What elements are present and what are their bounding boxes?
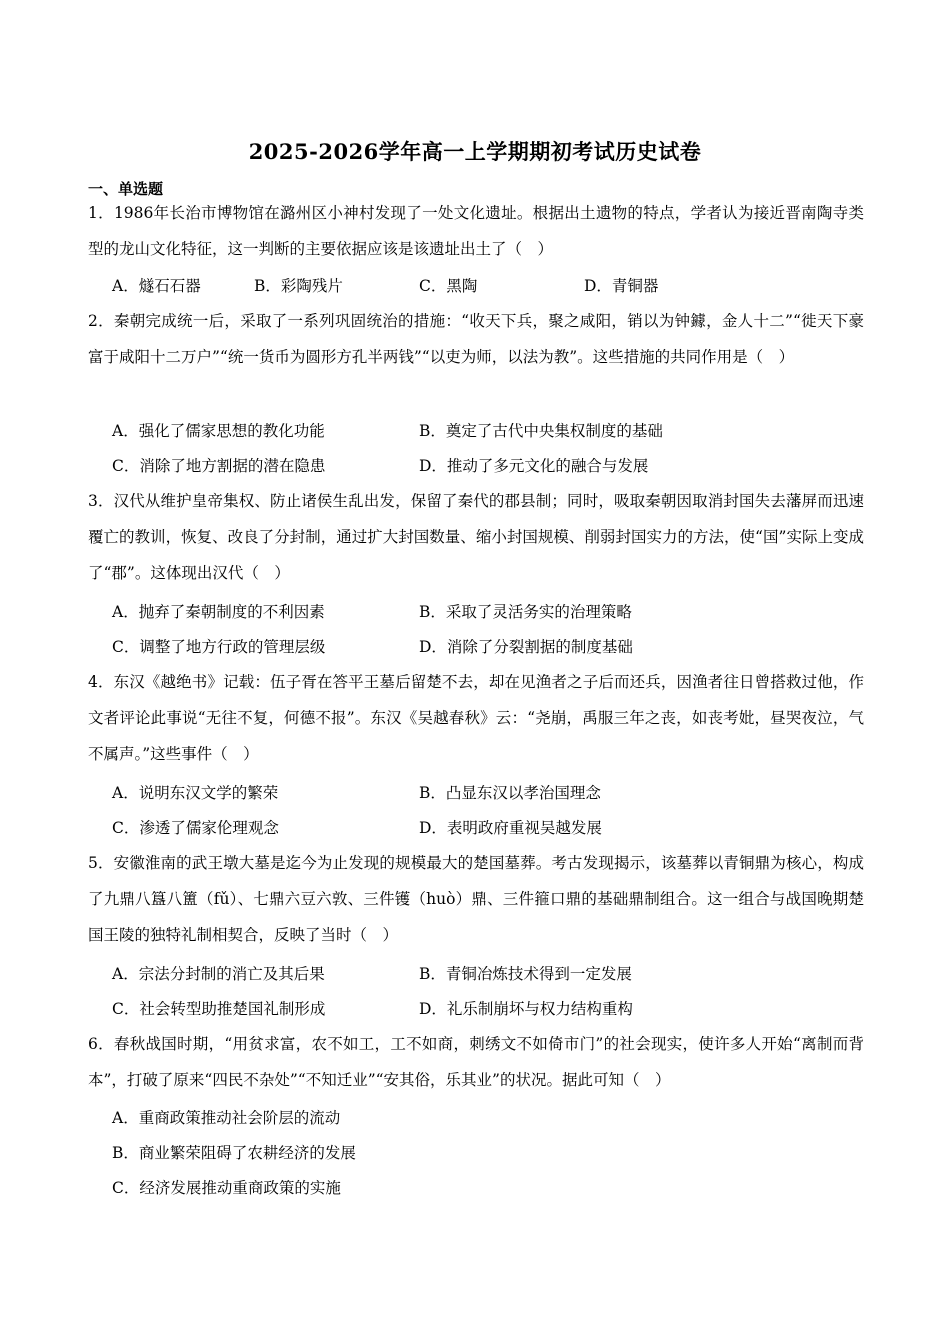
question-2-stem: 2．秦朝完成统一后，采取了一系列巩固统治的措施：“收天下兵，聚之咸阳，销以为钟鐻，金人十二”“徙天下豪富于咸阳十二万户”“统一货币为圆形方孔半两钱”“以吏为师，以法为教”。这些措施的共同作用是（ ） [88,312,864,366]
exam-title: 2025-2026学年高一上学期期初考试历史试卷 [248,139,702,164]
question-1-option-c[interactable]: C．黑陶 [419,277,478,295]
question-4-option-c[interactable]: C．渗透了儒家伦理观念 [112,819,279,837]
question-5-option-c[interactable]: C．社会转型助推楚国礼制形成 [112,1000,326,1018]
question-1-option-b[interactable]: B．彩陶残片 [254,277,343,295]
question-3-option-a[interactable]: A．抛弃了秦朝制度的不利因素 [112,603,325,621]
question-3-option-b[interactable]: B．采取了灵活务实的治理策略 [419,603,632,621]
question-6-option-b[interactable]: B．商业繁荣阻碍了农耕经济的发展 [112,1144,356,1162]
question-5-option-b[interactable]: B．青铜冶炼技术得到一定发展 [419,965,632,983]
question-3-option-d[interactable]: D．消除了分裂割据的制度基础 [419,638,633,656]
question-2-option-d[interactable]: D．推动了多元文化的融合与发展 [419,457,649,475]
section-heading: 一、单选题 [88,180,164,198]
question-5-option-a[interactable]: A．宗法分封制的消亡及其后果 [112,965,325,983]
question-1-stem: 1．1986年长治市博物馆在潞州区小神村发现了一处文化遗址。根据出土遗物的特点，学者认为接近晋南陶寺类型的龙山文化特征，这一判断的主要依据应该是该遗址出土了（ ） [88,204,864,258]
question-4-stem: 4．东汉《越绝书》记载：伍子胥在答平王墓后留楚不去，却在见渔者之子后而还兵，因渔者往日曾搭救过他，作文者评论此事说“无往不复，何德不报”。东汉《吴越春秋》云：“尧崩，禹服三年之丧，如丧考妣，昼哭夜泣，气不属声。”这些事件（ ） [88,673,864,763]
question-6-option-c[interactable]: C．经济发展推动重商政策的实施 [112,1179,341,1197]
question-3-option-c[interactable]: C．调整了地方行政的管理层级 [112,638,326,656]
question-1-option-a[interactable]: A．燧石石器 [112,277,201,295]
question-6-option-a[interactable]: A．重商政策推动社会阶层的流动 [112,1109,341,1127]
question-4-option-a[interactable]: A．说明东汉文学的繁荣 [112,784,279,802]
question-6-stem: 6．春秋战国时期，“用贫求富，农不如工，工不如商，刺绣文不如倚市门”的社会现实，使许多人开始“离制而背本”，打破了原来“四民不杂处”“不知迁业”“安其俗，乐其业”的状况。据此可知（ ） [88,1035,864,1089]
question-5-option-d[interactable]: D．礼乐制崩坏与权力结构重构 [419,1000,633,1018]
question-5-stem: 5．安徽淮南的武王墩大墓是迄今为止发现的规模最大的楚国墓葬。考古发现揭示，该墓葬以青铜鼎为核心，构成了九鼎八簋八簠（fǔ）、七鼎六豆六敦、三件镬（huò）鼎、三件箍口鼎的基础鼎制组合。这一组合与战国晚期楚国王陵的独特礼制相契合，反映了当时（ ） [88,854,864,944]
question-2-option-b[interactable]: B．奠定了古代中央集权制度的基础 [419,422,663,440]
question-4-option-b[interactable]: B．凸显东汉以孝治国理念 [419,784,601,802]
question-2-option-c[interactable]: C．消除了地方割据的潜在隐患 [112,457,326,475]
question-2-option-a[interactable]: A．强化了儒家思想的教化功能 [112,422,325,440]
question-1-option-d[interactable]: D．青铜器 [584,277,659,295]
question-4-option-d[interactable]: D．表明政府重视吴越发展 [419,819,602,837]
question-3-stem: 3．汉代从维护皇帝集权、防止诸侯生乱出发，保留了秦代的郡县制；同时，吸取秦朝因取消封国失去藩屏而迅速覆亡的教训，恢复、改良了分封制，通过扩大封国数量、缩小封国规模、削弱封国实力的方法，使“国”实际上变成了“郡”。这体现出汉代（ ） [88,492,864,582]
